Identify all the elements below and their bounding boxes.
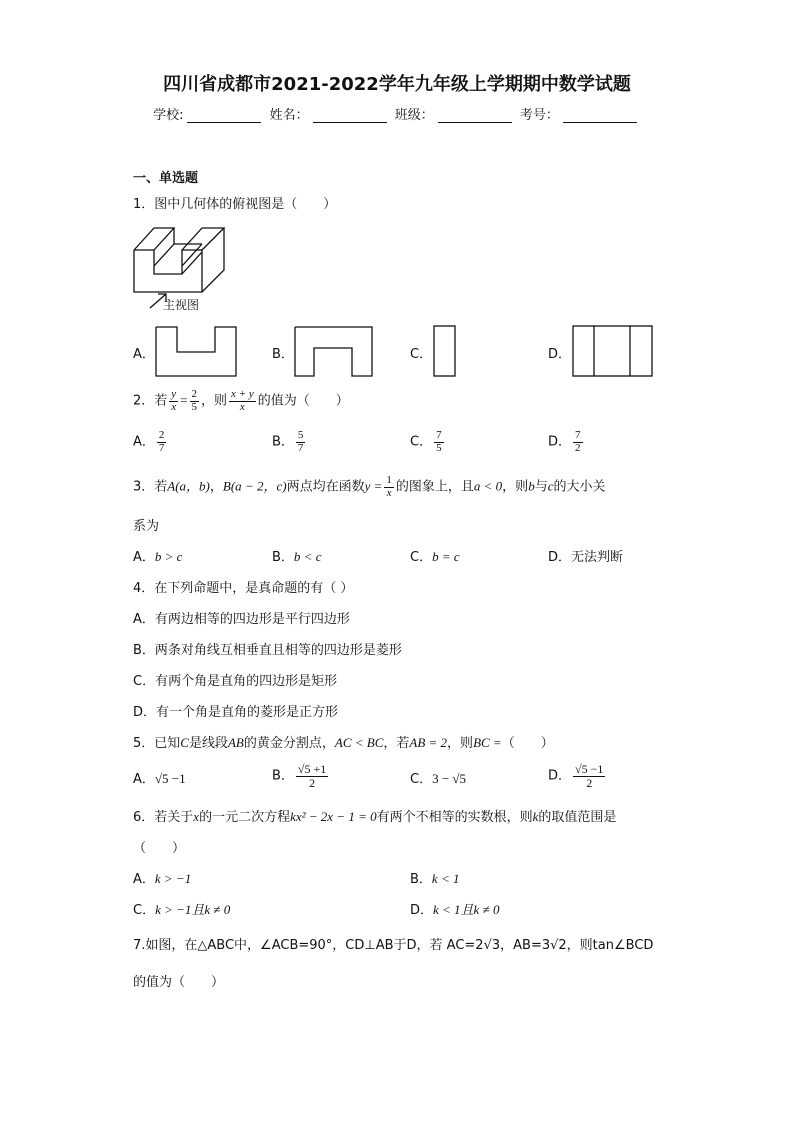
q5-option-b[interactable]: B． $\frac{√5 +1}{2}$ — [272, 762, 327, 790]
number-blank[interactable] — [563, 108, 637, 123]
q1-option-c-label: C． — [410, 347, 433, 362]
q1-option-d-label: D． — [548, 347, 572, 362]
q4-option-c[interactable]: C．有两个角是直角的四边形是矩形 — [133, 674, 338, 689]
q4-option-b[interactable]: B．两条对角线互相垂直且相等的四边形是菱形 — [133, 643, 402, 658]
q1-option-b-label: B． — [272, 347, 294, 362]
q3-option-b[interactable]: B．b < c — [272, 549, 322, 565]
q5-stem: 5．已知C是线段AB的黄金分割点，AC < BC，若AB = 2，则BC =（ ） — [133, 735, 554, 751]
q2-option-a[interactable]: A． $\frac{2}{7}$ — [133, 429, 165, 454]
q2-stem: 2．若 $\frac{y}{x}$ = $\frac{2}{5}$ ，则 $\frac{x + y}{x}$ 的值为（ ） — [133, 388, 349, 413]
q2-frac-rhs: $\frac{2}{5}$ — [191, 388, 198, 413]
school-blank[interactable] — [187, 108, 261, 123]
q7-stem-line2: 的值为（ ） — [133, 975, 225, 990]
q6-option-d[interactable]: D．k < 1且k ≠ 0 — [410, 902, 500, 918]
q3-option-c[interactable]: C．b = c — [410, 549, 460, 565]
q6-option-c[interactable]: C．k > −1且k ≠ 0 — [133, 902, 231, 918]
q3-stem-line2: 系为 — [133, 519, 160, 534]
q6-stem: 6．若关于x的一元二次方程kx² − 2x − 1 = 0有两个不相等的实数根，则k的取值范围是 — [133, 809, 617, 825]
q2-option-b[interactable]: B． $\frac{5}{7}$ — [272, 429, 304, 454]
q1-stem: 1．图中几何体的俯视图是（ ） — [133, 197, 337, 212]
name-label: 姓名： — [269, 108, 309, 123]
q6-stem-line2: （ ） — [133, 841, 186, 856]
class-label: 班级： — [394, 108, 434, 123]
q3-stem: 3．若A(a，b)，B(a − 2，c)两点均在函数y = $\frac{1}{x}$ 的图象上，且a < 0，则b与c的大小关 — [133, 474, 606, 499]
q2-option-d[interactable]: D． $\frac{7}{2}$ — [548, 429, 581, 454]
q6-option-a[interactable]: A．k > −1 — [133, 871, 192, 887]
q1-option-c-figure[interactable] — [433, 325, 457, 378]
q6-option-b[interactable]: B．k < 1 — [410, 871, 460, 887]
q3-option-a[interactable]: A．b > c — [133, 549, 183, 565]
q2-frac-lhs: $\frac{y}{x}$ — [171, 388, 177, 413]
q2-option-c[interactable]: C． $\frac{7}{5}$ — [410, 429, 442, 454]
page-title: 四川省成都市2021-2022学年九年级上学期期中数学试题 — [163, 74, 631, 95]
q3-option-d[interactable]: D．无法判断 — [548, 550, 624, 565]
q4-option-a[interactable]: A．有两边相等的四边形是平行四边形 — [133, 612, 350, 627]
q4-stem: 4．在下列命题中，是真命题的有（ ） — [133, 581, 354, 596]
q1-option-a-label: A． — [133, 347, 155, 362]
q4-option-d[interactable]: D．有一个角是直角的菱形是正方形 — [133, 705, 339, 720]
q7-stem: 7.如图，在△ABC中，∠ACB=90°，CD⊥AB于D，若 AC=2√3，AB=3√2，则tan∠BCD — [133, 938, 654, 953]
q2-frac-target: $\frac{x + y}{x}$ — [231, 388, 254, 413]
q5-option-a[interactable]: A．√5 −1 — [133, 771, 186, 787]
q1-option-d-figure[interactable] — [572, 325, 654, 378]
q1-option-a-figure[interactable] — [155, 326, 239, 378]
q2-prefix: 2．若 — [133, 393, 168, 409]
number-label: 考号： — [519, 108, 559, 123]
name-blank[interactable] — [313, 108, 387, 123]
q5-option-d[interactable]: D． $\frac{√5 -1}{2}$ — [548, 762, 604, 790]
school-label: 学校: — [153, 108, 184, 123]
q1-figure-label: 主视图 — [163, 298, 200, 312]
class-blank[interactable] — [438, 108, 512, 123]
q1-option-b-figure[interactable] — [294, 326, 374, 378]
student-info-line — [0, 104, 794, 123]
section-heading: 一、单选题 — [133, 171, 199, 186]
q5-option-c[interactable]: C．3 − √5 — [410, 771, 467, 787]
